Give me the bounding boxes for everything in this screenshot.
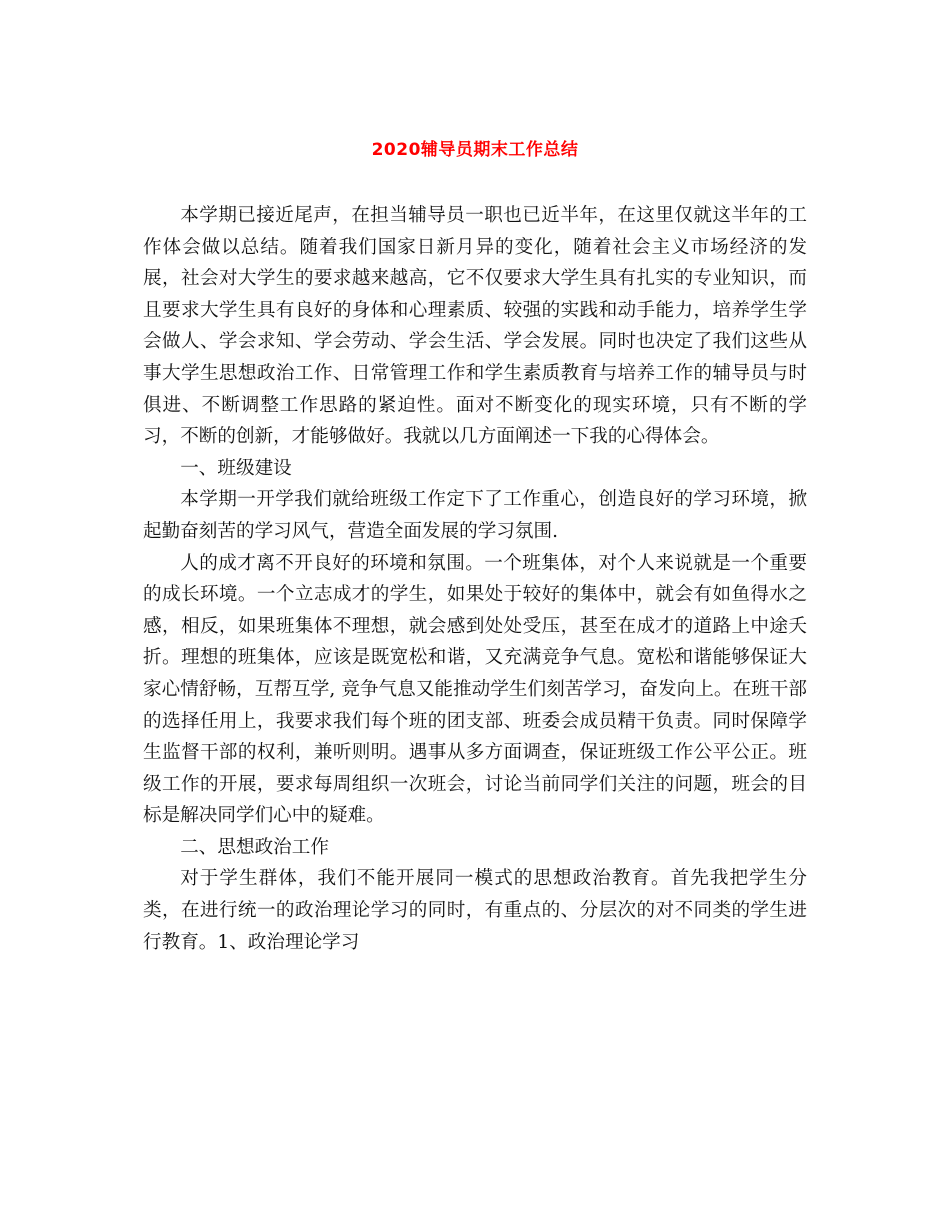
section-heading-ideological-work: 二、思想政治工作 [180,836,329,858]
class-building-paragraph-1: 本学期一开学我们就给班级工作定下了工作重心，创造良好的学习环境，掀起勤奋刻苦的学习风气，营造全面发展的学习氛围. [143,489,807,542]
class-building-paragraph-2: 人的成才离不开良好的环境和氛围。一个班集体，对个人来说就是一个重要的成长环境。一个立志成才的学生，如果处于较好的集体中，就会有如鱼得水之感，相反，如果班集体不理想，就会感到处处受压，甚至在成才的道路上中途夭折。理想的班集体，应该是既宽松和谐，又充满竞争气息。宽松和谐能够保证大家心情舒畅，互帮互学, 竞争气息又能推动学生们刻苦学习，奋发向上。在班干部的选择任用上，我要求我们每个班的团支部、班委会成员精干负责。同时保障学生监督干部的权利，兼听则明。遇事从多方面调查，保证班级工作公平公正。班级工作的开展，要求每周组织一次班会，讨论当前同学们关注的问题，班会的目标是解决同学们心中的疑难。 [143,552,807,827]
section-heading-class-building: 一、班级建设 [180,457,292,479]
document-title: 2020辅导员期末工作总结 [371,140,579,160]
document-body [143,200,807,958]
ideological-work-paragraph: 对于学生群体，我们不能开展同一模式的思想政治教育。首先我把学生分类，在进行统一的政治理论学习的同时，有重点的、分层次的对不同类的学生进行教育。1、政治理论学习 [143,868,807,953]
intro-paragraph: 本学期已接近尾声，在担当辅导员一职也已近半年，在这里仅就这半年的工作体会做以总结。随着我们国家日新月异的变化，随着社会主义市场经济的发展，社会对大学生的要求越来越高，它不仅要求大学生具有扎实的专业知识，而且要求大学生具有良好的身体和心理素质、较强的实践和动手能力，培养学生学会做人、学会求知、学会劳动、学会生活、学会发展。同时也决定了我们这些从事大学生思想政治工作、日常管理工作和学生素质教育与培养工作的辅导员与时俱进、不断调整工作思路的紧迫性。面对不断变化的现实环境，只有不断的学习，不断的创新，才能够做好。我就以几方面阐述一下我的心得体会。 [143,205,807,448]
